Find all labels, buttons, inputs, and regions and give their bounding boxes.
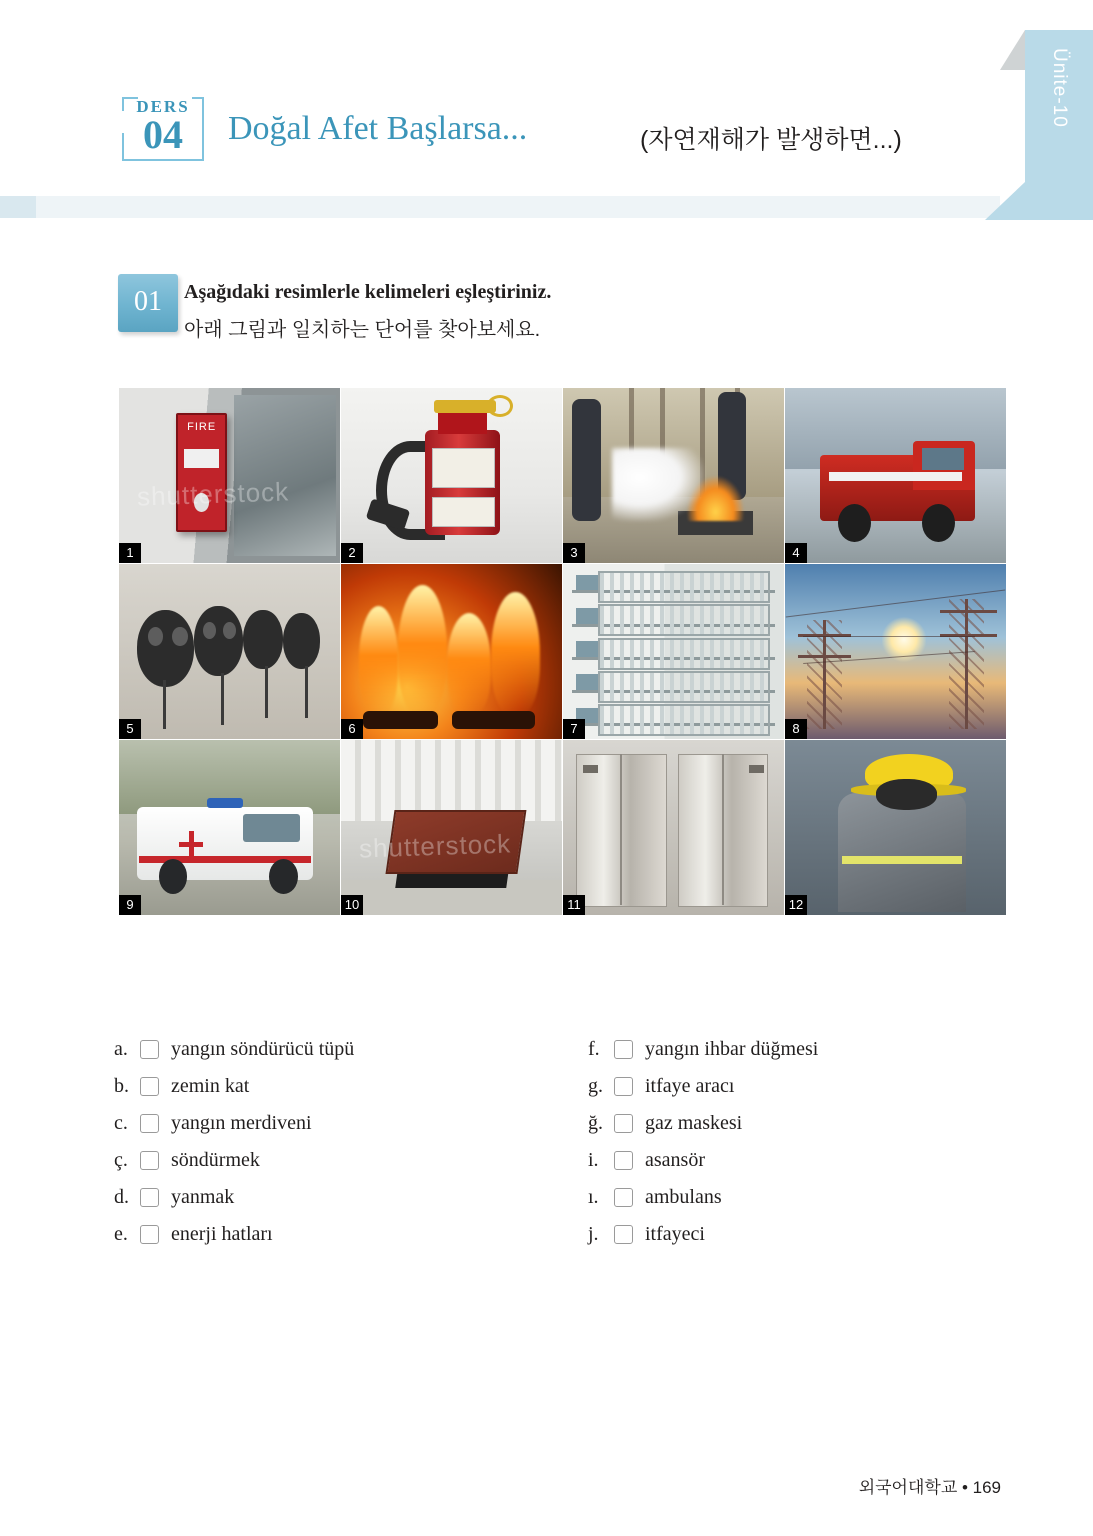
option-label: ambulans xyxy=(645,1186,722,1208)
page-footer: 외국어대학교 • 169 xyxy=(858,1478,1001,1497)
option-label: yanmak xyxy=(171,1186,235,1208)
page-fold-decoration xyxy=(1000,30,1025,70)
option-dotless-i[interactable] xyxy=(588,1179,818,1216)
option-key: i. xyxy=(588,1149,599,1171)
image-cell-firefighter xyxy=(785,740,1006,915)
task-instruction-korean: 아래 그림과 일치하는 단어를 찾아보세요. xyxy=(184,319,541,341)
option-label: asansör xyxy=(645,1149,705,1171)
options-column-right xyxy=(588,1031,818,1253)
option-checkbox[interactable] xyxy=(614,1151,633,1170)
option-label: itfayeci xyxy=(645,1223,705,1245)
option-key: ç. xyxy=(114,1149,128,1171)
task-number-badge xyxy=(118,274,178,332)
fire-illustration xyxy=(341,564,562,739)
extinguishing-illustration xyxy=(563,388,784,563)
option-c[interactable] xyxy=(114,1105,354,1142)
option-checkbox[interactable] xyxy=(140,1151,159,1170)
option-key: c. xyxy=(114,1112,128,1134)
image-cell-ambulance xyxy=(119,740,340,915)
option-checkbox[interactable] xyxy=(140,1114,159,1133)
option-checkbox[interactable] xyxy=(140,1040,159,1059)
option-checkbox[interactable] xyxy=(614,1040,633,1059)
option-g-breve[interactable] xyxy=(588,1105,818,1142)
task-instruction-turkish: Aşağıdaki resimlerle kelimeleri eşleştiriniz. xyxy=(184,281,552,303)
cellar-hatch-illustration xyxy=(341,740,562,915)
header-band-accent xyxy=(0,196,36,218)
fire-escape-illustration xyxy=(563,564,784,739)
page-title-korean: (자연재해가 발생하면...) xyxy=(640,126,902,154)
image-cell-burning-fire xyxy=(341,564,562,739)
option-d[interactable] xyxy=(114,1179,354,1216)
page-title: Doğal Afet Başlarsa... xyxy=(228,110,528,147)
option-key: e. xyxy=(114,1223,128,1245)
option-checkbox[interactable] xyxy=(614,1225,633,1244)
option-key: f. xyxy=(588,1038,600,1060)
image-number: 6 xyxy=(341,719,363,739)
image-number: 2 xyxy=(341,543,363,563)
option-key: ı. xyxy=(588,1186,599,1208)
power-lines-illustration xyxy=(785,564,1006,739)
image-number: 1 xyxy=(119,543,141,563)
image-number: 11 xyxy=(563,895,585,915)
ambulance-illustration xyxy=(119,740,340,915)
image-number: 4 xyxy=(785,543,807,563)
option-key: j. xyxy=(588,1223,599,1245)
image-cell-fire-truck xyxy=(785,388,1006,563)
image-number: 5 xyxy=(119,719,141,739)
elevator-illustration xyxy=(563,740,784,915)
lesson-number: 04 xyxy=(143,112,183,157)
lesson-word: DERS xyxy=(136,97,190,116)
option-label: itfaye aracı xyxy=(645,1075,735,1097)
image-cell-fire-alarm-button xyxy=(119,388,340,563)
option-e[interactable] xyxy=(114,1216,354,1253)
watermark-text: shutterstock xyxy=(358,828,512,864)
option-j[interactable] xyxy=(588,1216,818,1253)
fire-extinguisher-illustration xyxy=(341,388,562,563)
image-grid xyxy=(119,388,1004,915)
fire-alarm-illustration: FIRE xyxy=(119,388,340,563)
option-key: a. xyxy=(114,1038,128,1060)
option-i[interactable] xyxy=(588,1142,818,1179)
option-checkbox[interactable] xyxy=(614,1077,633,1096)
option-checkbox[interactable] xyxy=(614,1188,633,1207)
image-cell-power-lines xyxy=(785,564,1006,739)
option-label: gaz maskesi xyxy=(645,1112,743,1134)
option-label: söndürmek xyxy=(171,1149,260,1171)
option-label: yangın ihbar düğmesi xyxy=(645,1038,819,1060)
option-a[interactable] xyxy=(114,1031,354,1068)
option-label: enerji hatları xyxy=(171,1223,273,1245)
option-label: yangın merdiveni xyxy=(171,1112,312,1134)
option-key: b. xyxy=(114,1075,129,1097)
option-c-cedilla[interactable] xyxy=(114,1142,354,1179)
image-number: 7 xyxy=(563,719,585,739)
fire-truck-illustration xyxy=(785,388,1006,563)
option-label: yangın söndürücü tüpü xyxy=(171,1038,355,1060)
image-cell-cellar-hatch xyxy=(341,740,562,915)
image-cell-fire-escape xyxy=(563,564,784,739)
image-cell-elevator xyxy=(563,740,784,915)
image-number: 3 xyxy=(563,543,585,563)
image-number: 8 xyxy=(785,719,807,739)
image-number: 9 xyxy=(119,895,141,915)
firefighter-illustration xyxy=(785,740,1006,915)
unit-label: Ünite-10 xyxy=(1049,48,1070,128)
option-g[interactable] xyxy=(588,1068,818,1105)
header-band xyxy=(0,196,1000,218)
option-f[interactable] xyxy=(588,1031,818,1068)
lesson-marker xyxy=(122,97,204,161)
task-number: 01 xyxy=(134,286,162,317)
option-label: zemin kat xyxy=(171,1075,250,1097)
image-number: 12 xyxy=(785,895,807,915)
image-cell-gas-masks xyxy=(119,564,340,739)
image-cell-fire-extinguisher xyxy=(341,388,562,563)
image-cell-extinguishing xyxy=(563,388,784,563)
image-number: 10 xyxy=(341,895,363,915)
option-checkbox[interactable] xyxy=(140,1225,159,1244)
option-key: g. xyxy=(588,1075,603,1097)
option-checkbox[interactable] xyxy=(140,1077,159,1096)
options-column-left xyxy=(114,1031,354,1253)
option-key: d. xyxy=(114,1186,129,1208)
gas-masks-illustration xyxy=(119,564,340,739)
unit-side-tab xyxy=(1025,30,1093,220)
watermark-text: shutterstock xyxy=(136,476,290,512)
option-key: ğ. xyxy=(588,1112,603,1134)
option-b[interactable] xyxy=(114,1068,354,1105)
option-checkbox[interactable] xyxy=(614,1114,633,1133)
option-checkbox[interactable] xyxy=(140,1188,159,1207)
